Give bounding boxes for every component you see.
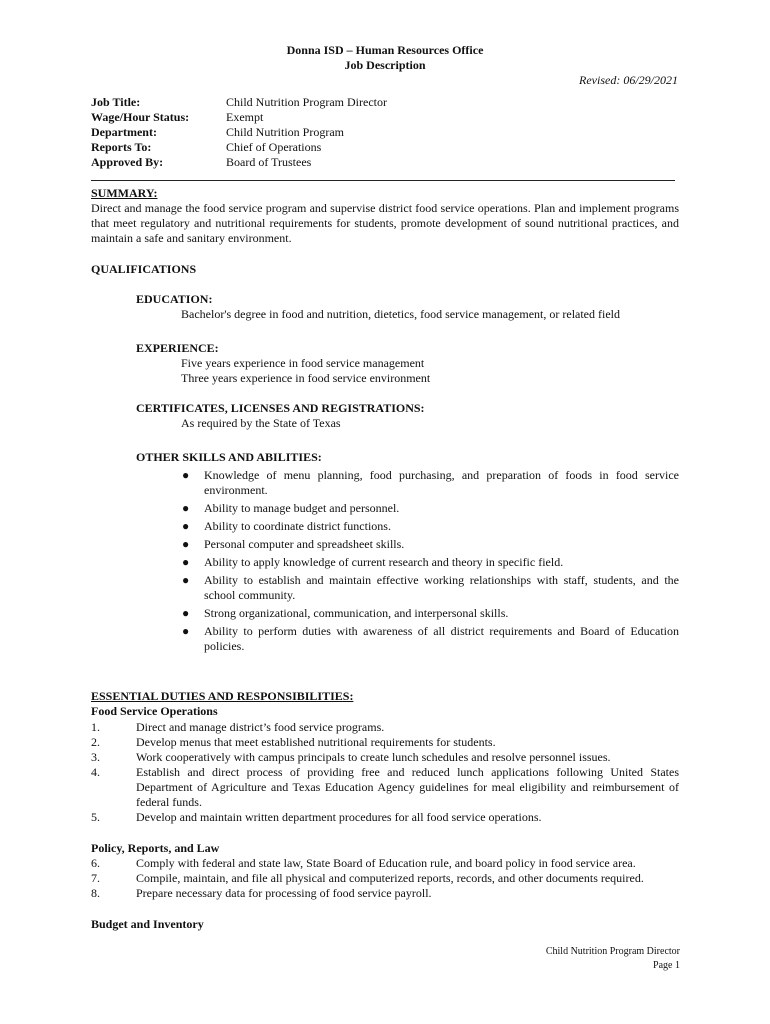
duty-number: 3.: [91, 750, 100, 764]
duty-text: Compile, maintain, and file all physical and computerized reports, records, and other documents required.: [136, 871, 644, 885]
duty-text: Develop menus that meet established nutritional requirements for students.: [136, 735, 496, 749]
bullet-text: Knowledge of menu planning, food purchasing, and preparation of foods in food service environment.: [204, 468, 679, 497]
duties-section-title: Budget and Inventory: [91, 917, 204, 931]
skills-heading: OTHER SKILLS AND ABILITIES:: [136, 450, 322, 464]
duty-text: Establish and direct process of providing free and reduced lunch applications following United States Department of Agriculture and Texas Education Agency guidelines for meal eligibility and reimbursement of federal funds.: [136, 765, 679, 809]
duty-number: 7.: [91, 871, 100, 885]
experience-line: Five years experience in food service management: [181, 356, 425, 370]
bullet-text: Ability to establish and maintain effective working relationships with staff, students, and the school community.: [204, 573, 679, 602]
duties-section-title: Policy, Reports, and Law: [91, 841, 220, 855]
meta-value: Child Nutrition Program: [226, 125, 344, 139]
certificates-heading: CERTIFICATES, LICENSES AND REGISTRATIONS:: [136, 401, 425, 415]
bullet-text: Ability to coordinate district functions.: [204, 519, 391, 533]
certificates-line: As required by the State of Texas: [181, 416, 341, 430]
duty-item: [91, 765, 679, 810]
bullet-icon: ●: [182, 519, 190, 533]
skills-bullet-item: [181, 501, 679, 516]
meta-label: Wage/Hour Status:: [91, 110, 190, 124]
bullet-text: Personal computer and spreadsheet skills.: [204, 537, 405, 551]
policy-duties-list: [91, 856, 679, 901]
duty-text: Prepare necessary data for processing of food service payroll.: [136, 886, 432, 900]
document-org-title: Donna ISD – Human Resources Office: [286, 43, 484, 57]
meta-value: Chief of Operations: [226, 140, 322, 154]
skills-bullet-item: [181, 624, 679, 654]
duty-item: [91, 810, 679, 825]
meta-label: Reports To:: [91, 140, 152, 154]
experience-heading: EXPERIENCE:: [136, 341, 219, 355]
skills-bullet-item: [181, 537, 679, 552]
duty-number: 1.: [91, 720, 100, 734]
food-service-duties-list: [91, 720, 679, 825]
bullet-text: Ability to manage budget and personnel.: [204, 501, 400, 515]
meta-label: Department:: [91, 125, 157, 139]
education-heading: EDUCATION:: [136, 292, 213, 306]
meta-label: Approved By:: [91, 155, 164, 169]
duty-item: [91, 750, 679, 765]
document-type-title: Job Description: [344, 58, 426, 72]
bullet-icon: ●: [182, 501, 190, 515]
meta-value: Exempt: [226, 110, 264, 124]
skills-bullet-item: [181, 573, 679, 603]
meta-row-department: [91, 125, 691, 140]
duty-text: Develop and maintain written department procedures for all food service operations.: [136, 810, 542, 824]
meta-value: Board of Trustees: [226, 155, 312, 169]
bullet-text: Ability to perform duties with awareness of all district requirements and Board of Education policies.: [204, 624, 679, 653]
meta-row-job-title: [91, 95, 691, 110]
duty-number: 2.: [91, 735, 100, 749]
duty-item: [91, 886, 679, 901]
duty-number: 6.: [91, 856, 100, 870]
duty-text: Work cooperatively with campus principals to create lunch schedules and resolve personnel issues.: [136, 750, 611, 764]
duty-text: Direct and manage district’s food service programs.: [136, 720, 385, 734]
qualifications-heading: QUALIFICATIONS: [91, 262, 197, 276]
skills-bullet-item: [181, 468, 679, 498]
bullet-text: Strong organizational, communication, and interpersonal skills.: [204, 606, 509, 620]
footer-page-number: Page 1: [653, 960, 680, 971]
bullet-icon: ●: [182, 468, 190, 482]
skills-bullet-item: [181, 519, 679, 534]
skills-bullet-item: [181, 555, 679, 570]
meta-row-wage-status: [91, 110, 691, 125]
duty-number: 5.: [91, 810, 100, 824]
bullet-icon: ●: [182, 555, 190, 569]
duty-number: 4.: [91, 765, 100, 779]
duty-item: [91, 720, 679, 735]
bullet-icon: ●: [182, 573, 190, 587]
meta-value: Child Nutrition Program Director: [226, 95, 387, 109]
duty-item: [91, 856, 679, 871]
revised-date: Revised: 06/29/2021: [579, 73, 678, 87]
duty-item: [91, 871, 679, 886]
footer-title: Child Nutrition Program Director: [545, 946, 680, 957]
summary-heading: SUMMARY:: [91, 186, 158, 200]
summary-text: Direct and manage the food service program and supervise district food service operations. Plan and implement programs that meet regulatory and nutritional requirements for students, promote development of sound nutritional practices, and maintain a safe and sanitary environment.: [91, 201, 679, 245]
skills-bullet-item: [181, 606, 679, 621]
meta-label: Job Title:: [91, 95, 141, 109]
meta-row-reports-to: [91, 140, 691, 155]
bullet-icon: ●: [182, 624, 190, 638]
duty-item: [91, 735, 679, 750]
bullet-icon: ●: [182, 537, 190, 551]
skills-bullet-list: [181, 468, 679, 657]
bullet-text: Ability to apply knowledge of current research and theory in specific field.: [204, 555, 564, 569]
bullet-icon: ●: [182, 606, 190, 620]
duties-heading: ESSENTIAL DUTIES AND RESPONSIBILITIES:: [91, 689, 354, 703]
duty-text: Comply with federal and state law, State Board of Education rule, and board policy in food service area.: [136, 856, 636, 870]
duties-section-title: Food Service Operations: [91, 704, 218, 718]
meta-row-approved-by: [91, 155, 691, 170]
experience-line: Three years experience in food service environment: [181, 371, 431, 385]
duty-number: 8.: [91, 886, 100, 900]
education-line: Bachelor's degree in food and nutrition, dietetics, food service management, or related field: [181, 307, 621, 321]
horizontal-divider: [91, 180, 675, 181]
